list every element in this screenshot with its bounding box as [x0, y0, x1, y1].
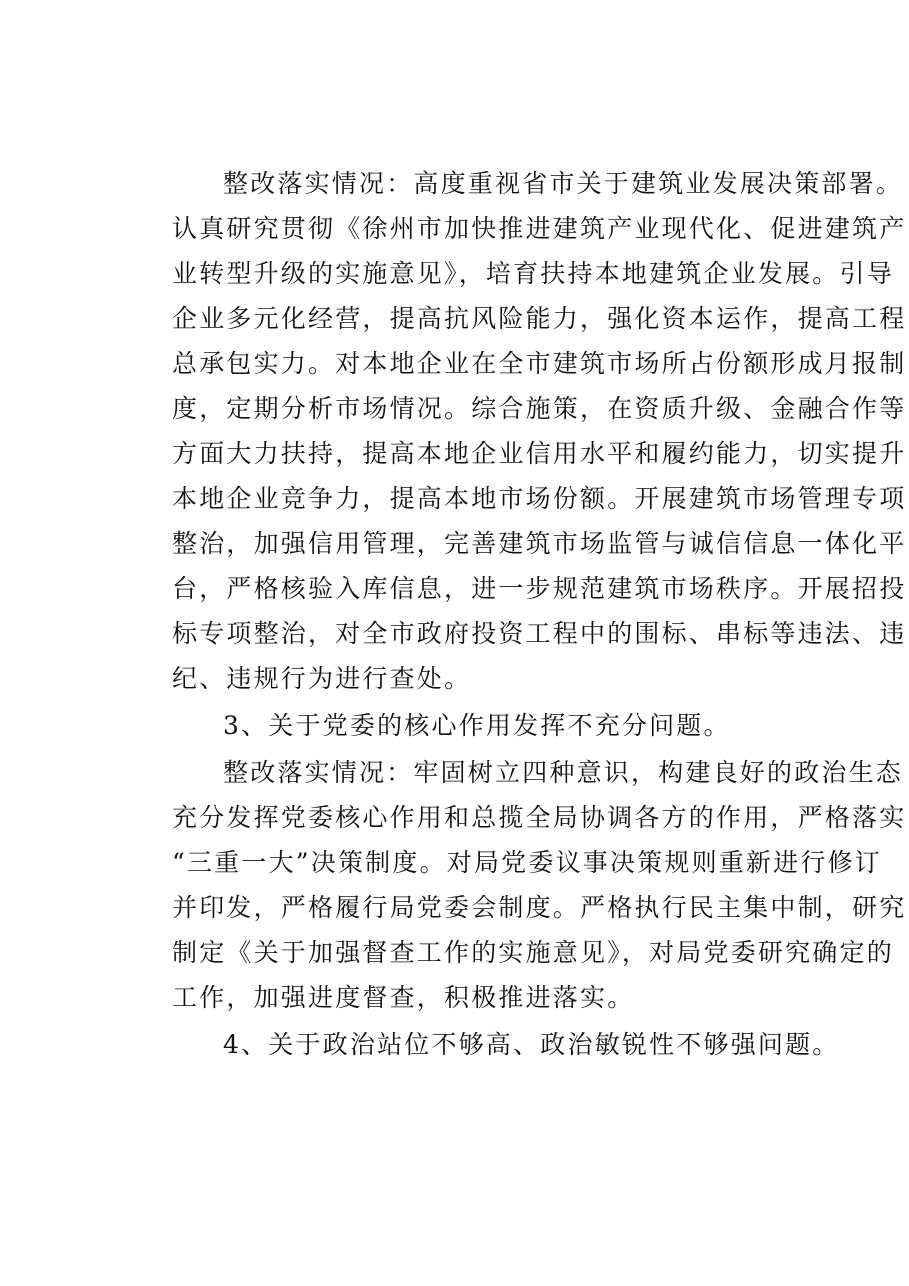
text-line: “三重一大”决策制度。对局党委议事决策规则重新进行修订	[172, 848, 882, 877]
heading-item-4	[121, 1022, 840, 1067]
text-line: 并印发，严格履行局党委会制度。严格执行民主集中制，研究	[172, 893, 907, 922]
text-line: 台，严格核验入库信息，进一步规范建筑市场秩序。开展招投	[172, 574, 907, 603]
paragraph-rectification-construction	[121, 161, 907, 701]
heading-item-3	[121, 703, 796, 748]
paragraph-rectification-party-committee	[121, 750, 907, 1020]
section-heading: 3、关于党委的核心作用发挥不充分问题。	[223, 711, 731, 740]
text-line: 企业多元化经营，提高抗风险能力，强化资本运作，提高工程	[172, 304, 907, 333]
text-line: 总承包实力。对本地企业在全市建筑市场所占份额形成月报制	[172, 349, 907, 378]
text-line: 方面大力扶持，提高本地企业信用水平和履约能力，切实提升	[172, 439, 907, 468]
text-line: 标专项整治，对全市政府投资工程中的围标、串标等违法、违	[172, 619, 907, 648]
text-line: 业转型升级的实施意见》，培育扶持本地建筑企业发展。引导	[172, 259, 894, 288]
text-line: 认真研究贯彻《徐州市加快推进建筑产业现代化、促进建筑产	[172, 214, 907, 243]
text-line: 度，定期分析市场情况。综合施策，在资质升级、金融合作等	[172, 394, 907, 423]
text-line: 整改落实情况：牢固树立四种意识，构建良好的政治生态	[223, 758, 904, 787]
text-line: 制定《关于加强督查工作的实施意见》，对局党委研究确定的	[172, 938, 894, 967]
text-line: 整改落实情况：高度重视省市关于建筑业发展决策部署。	[223, 169, 904, 198]
section-heading: 4、关于政治站位不够高、政治敏锐性不够强问题。	[223, 1030, 840, 1059]
text-line: 工作，加强进度督查，积极推进落实。	[172, 983, 635, 1012]
text-line: 纪、违规行为进行查处。	[172, 664, 472, 693]
text-line: 本地企业竞争力，提高本地市场份额。开展建筑市场管理专项	[172, 484, 907, 513]
text-line: 整治，加强信用管理，完善建筑市场监管与诚信信息一体化平	[172, 529, 907, 558]
text-line: 充分发挥党委核心作用和总揽全局协调各方的作用，严格落实	[172, 803, 907, 832]
document-body	[121, 161, 907, 1067]
